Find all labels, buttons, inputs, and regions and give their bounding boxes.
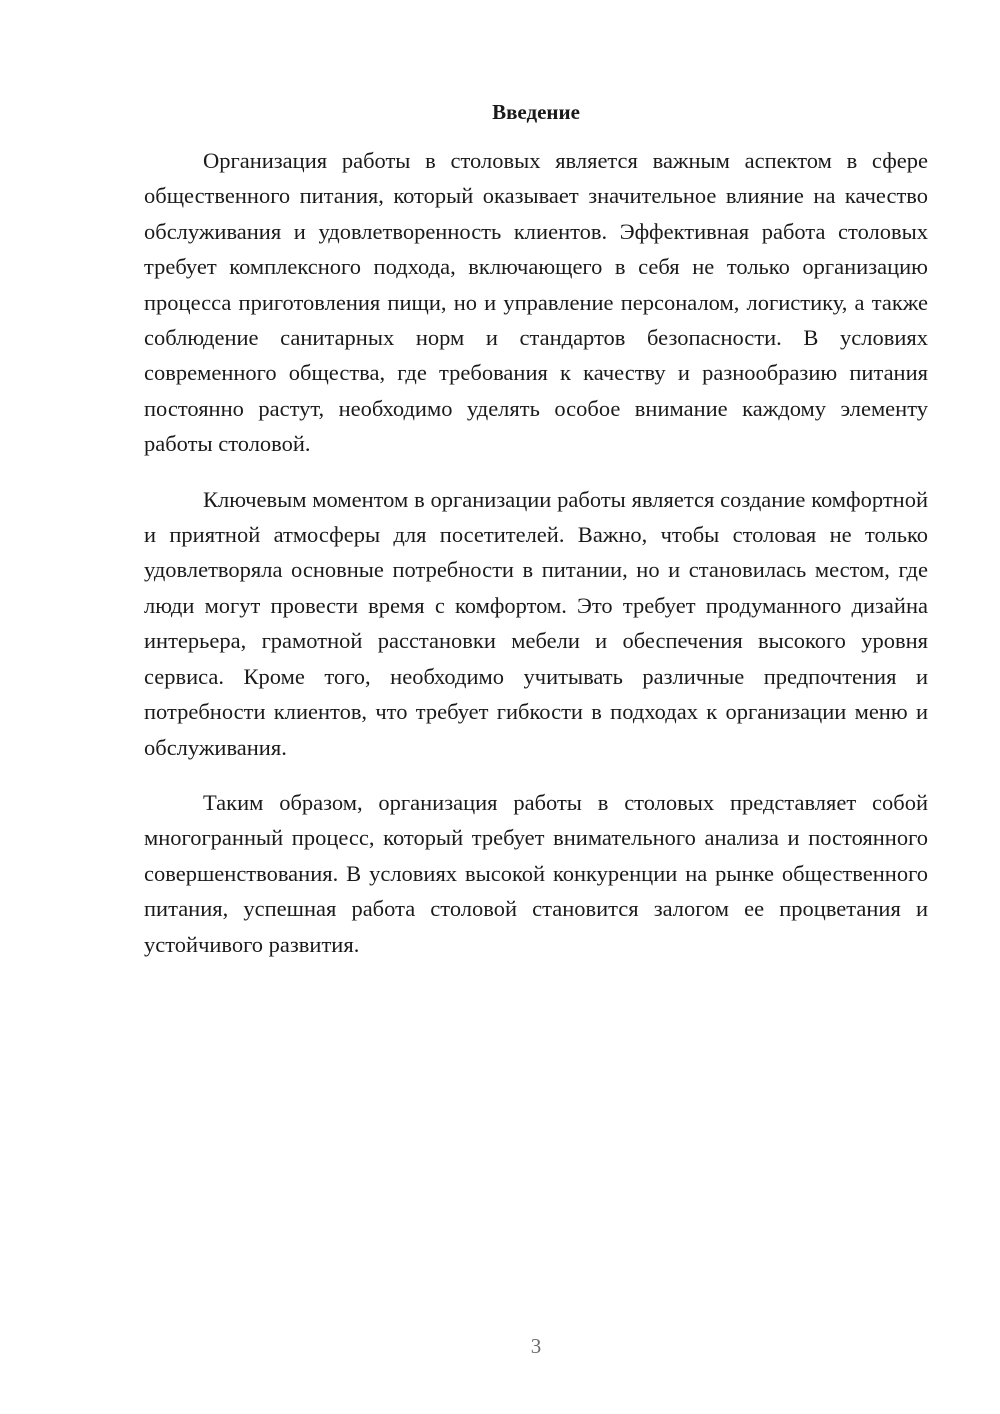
page-title: Введение xyxy=(492,100,580,124)
page-number: 3 xyxy=(530,1334,542,1358)
body-text xyxy=(144,143,928,962)
paragraph-2: Ключевым моментом в организации работы является создание комфортной и приятной атмосферы для посетителей. Важно, чтобы столовая не только удовлетворяла основные потребности в питании, но и становилась местом, где люди могут провести время с комфортом. Это требует продуманного дизайна интерьера, грамотной расстановки мебели и обеспечения высокого уровня сервиса. Кроме того, необходимо учитывать различные предпочтения и потребности клиентов, что требует гибкости в подходах к организации меню и обслуживания. xyxy=(144,486,928,760)
paragraph-1: Организация работы в столовых является важным аспектом в сфере общественного питания, который оказывает значительное влияние на качество обслуживания и удовлетворенность клиентов. Эффективная работа столовых требует комплексного подхода, включающего в себя не только организацию процесса приготовления пищи, но и управление персоналом, логистику, а также соблюдение санитарных норм и стандартов безопасности. В условиях современного общества, где требования к качеству и разнообразию питания постоянно растут, необходимо уделять особое внимание каждому элементу работы столовой. xyxy=(144,148,928,457)
paragraph-3: Таким образом, организация работы в столовых представляет собой многогранный процесс, который требует внимательного анализа и постоянного совершенствования. В условиях высокой конкуренции на рынке общественного питания, успешная работа столовой становится залогом ее процветания и устойчивого развития. xyxy=(144,789,928,957)
